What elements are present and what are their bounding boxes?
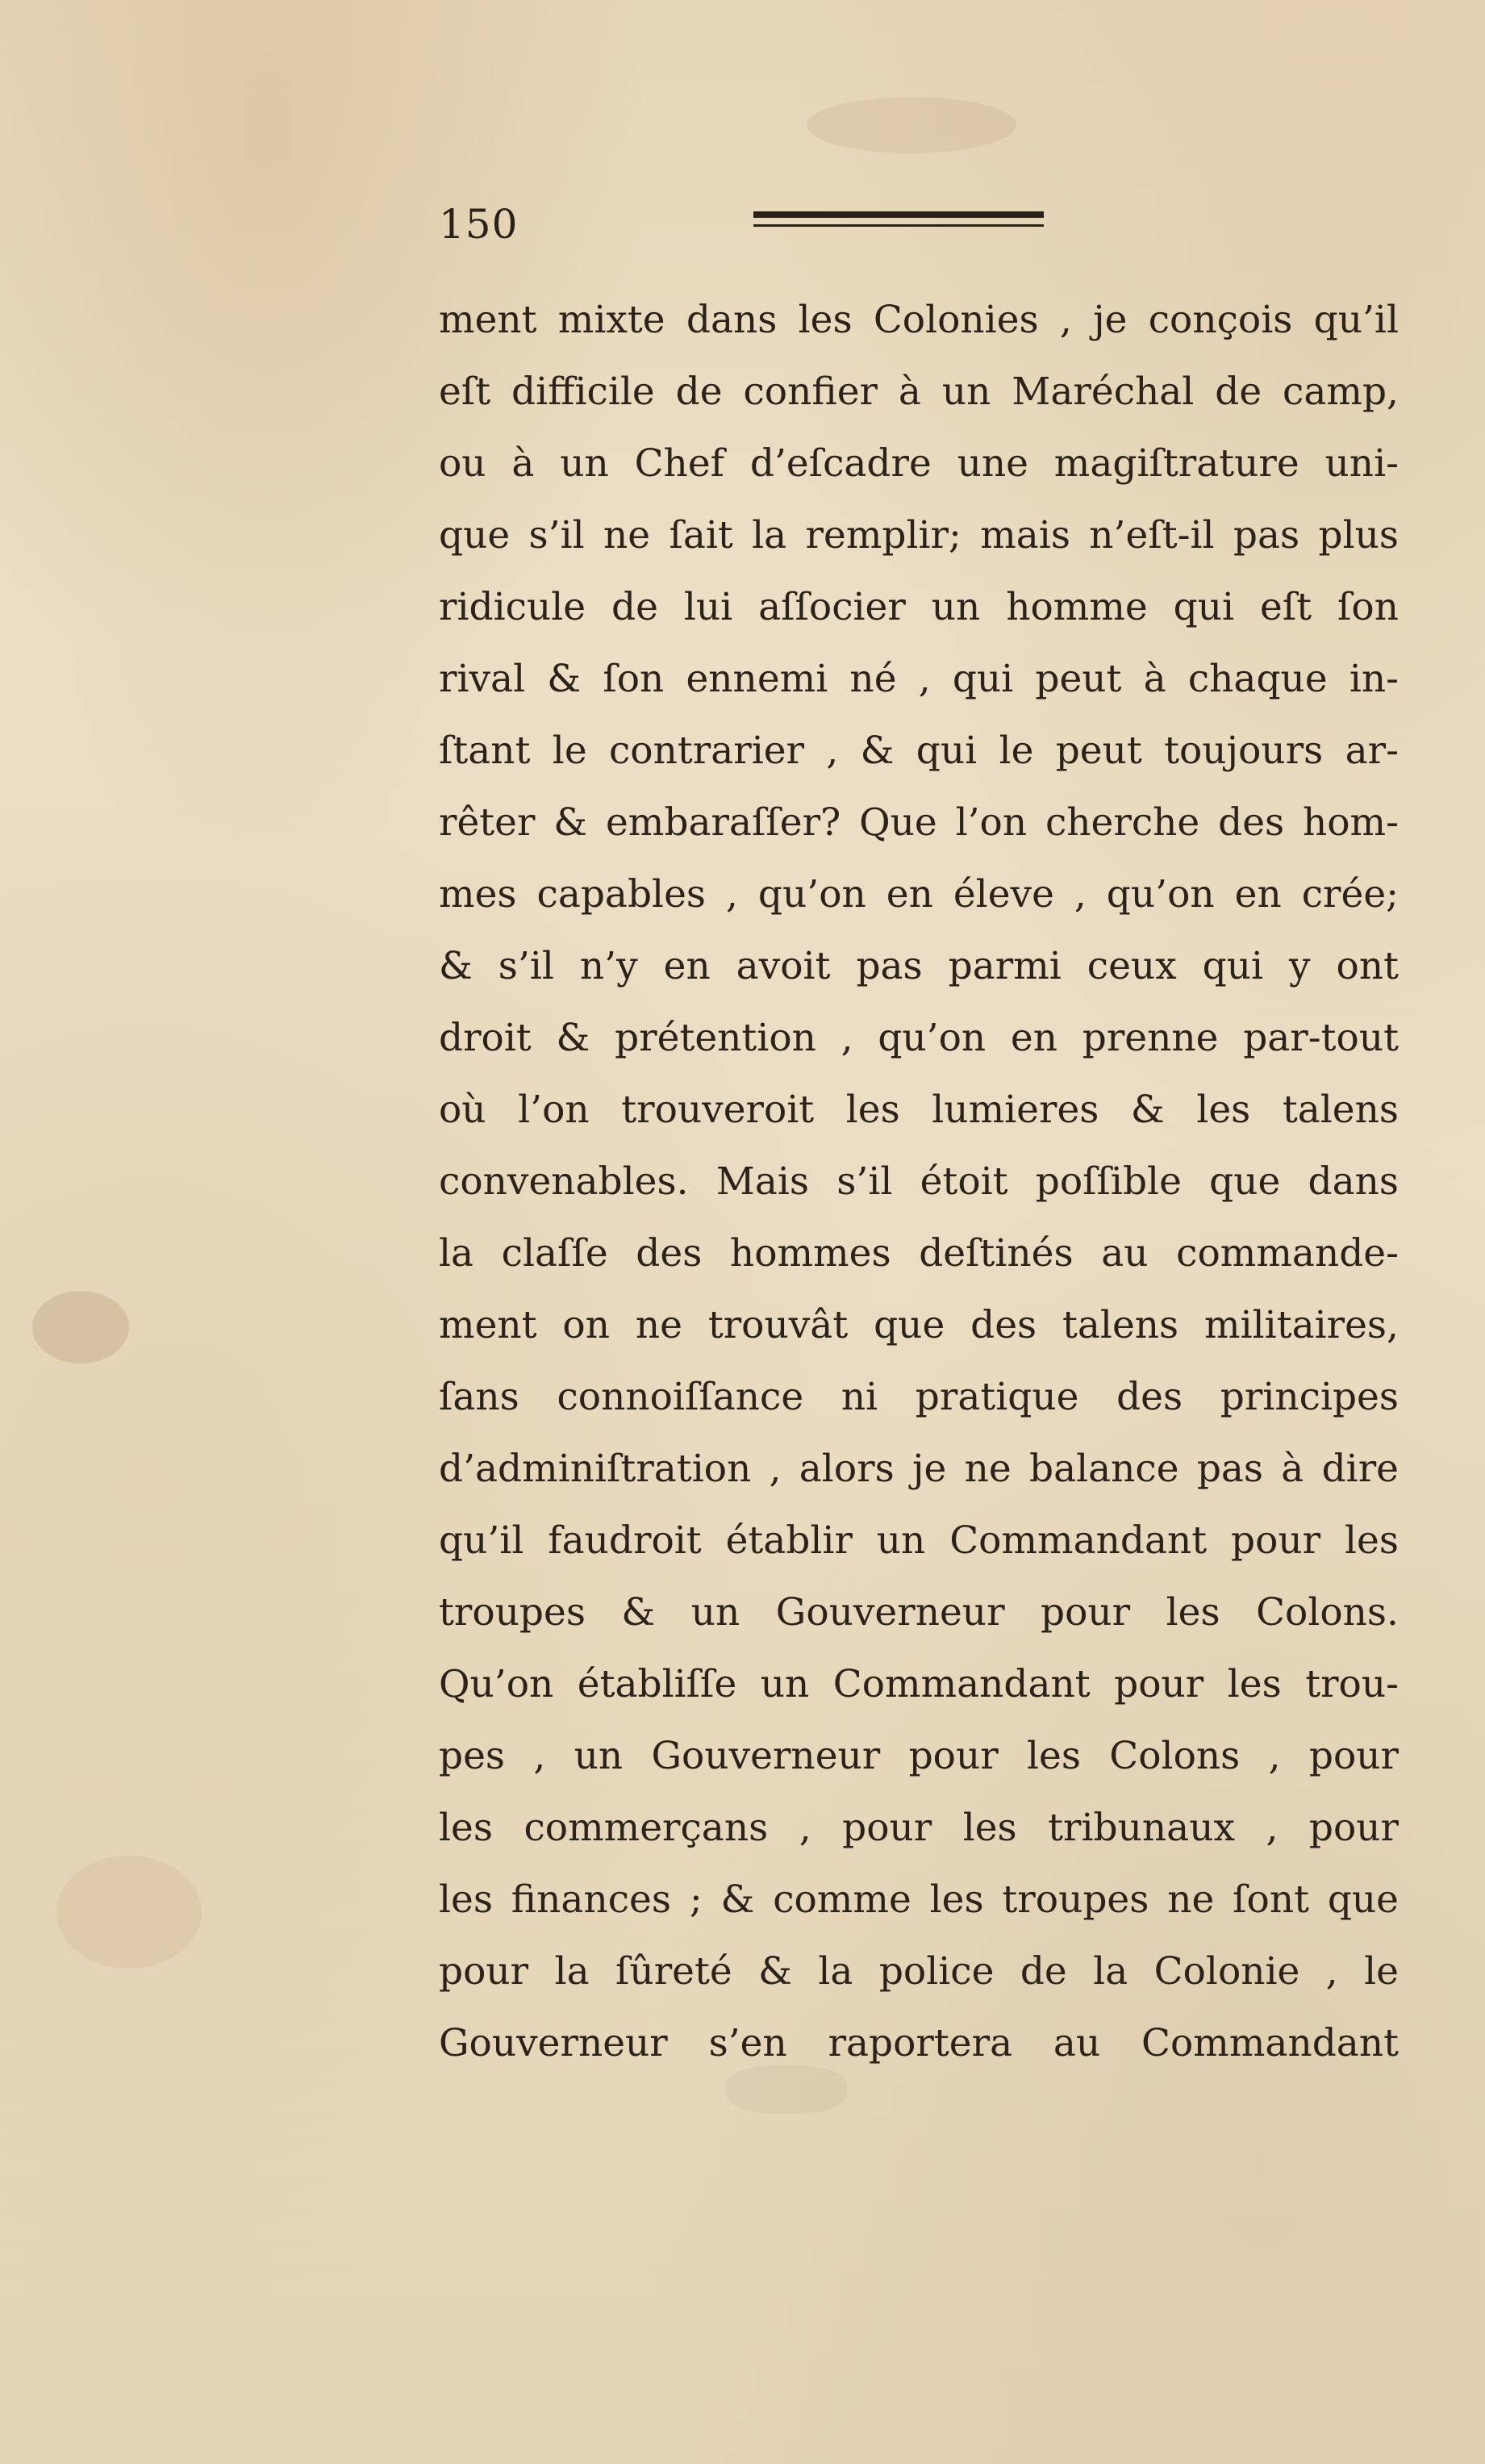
text-line: Gouverneur s’en raportera au Commandant: [439, 2021, 1399, 2065]
text-line: ſtant le contrarier , & qui le peut toujours ar-: [439, 729, 1399, 773]
text-line: & s’il n’y en avoit pas parmi ceux qui y ont: [439, 944, 1399, 988]
text-line: ridicule de lui aſſocier un homme qui eſt ſon: [439, 585, 1399, 629]
text-line: ment on ne trouvât que des talens militaires,: [439, 1303, 1399, 1347]
header-rule-thick: [753, 211, 1044, 218]
text-line: ou à un Chef d’eſcadre une magiſtrature uni-: [439, 441, 1399, 486]
text-line: ſans connoiſſance ni pratique des principes: [439, 1375, 1399, 1419]
paper-stain: [56, 1856, 202, 1969]
text-line: eſt difficile de confier à un Maréchal de camp,: [439, 370, 1399, 414]
text-line: qu’il faudroit établir un Commandant pour les: [439, 1518, 1399, 1563]
header-rule-thin: [753, 224, 1044, 227]
paper-stain: [32, 1291, 129, 1364]
text-line: pour la ſûreté & la police de la Colonie , le: [439, 1949, 1399, 1994]
paper-stain: [807, 97, 1016, 153]
body-text: [439, 284, 1399, 2079]
text-line: mes capables , qu’on en éleve , qu’on en crée;: [439, 872, 1399, 917]
text-line: que s’il ne ſait la remplir; mais n’eſt-il pas plus: [439, 513, 1399, 558]
text-line: d’adminiſtration , alors je ne balance pas à dire: [439, 1447, 1399, 1491]
text-line: rêter & embaraſſer? Que l’on cherche des hom-: [439, 800, 1399, 845]
text-line: convenables. Mais s’il étoit poſſible que dans: [439, 1159, 1399, 1204]
page-header: [439, 200, 1407, 248]
text-line: troupes & un Gouverneur pour les Colons.: [439, 1590, 1399, 1635]
text-line: la claſſe des hommes deſtinés au commande-: [439, 1231, 1399, 1276]
text-line: Qu’on établiſſe un Commandant pour les trou-: [439, 1662, 1399, 1706]
text-line: droit & prétention , qu’on en prenne par-tout: [439, 1016, 1399, 1060]
text-line: les finances ; & comme les troupes ne ſont que: [439, 1877, 1399, 1922]
text-line: où l’on trouveroit les lumieres & les talens: [439, 1088, 1399, 1132]
header-rule: [753, 211, 1044, 231]
page-number: 150: [439, 201, 519, 248]
text-line: pes , un Gouverneur pour les Colons , pour: [439, 1734, 1399, 1778]
text-line: les commerçans , pour les tribunaux , pour: [439, 1806, 1399, 1850]
ink-offset-smudge: [726, 2065, 847, 2114]
text-line: rival & ſon ennemi né , qui peut à chaque in-: [439, 657, 1399, 701]
text-line: ment mixte dans les Colonies , je conçois qu’il: [439, 298, 1399, 342]
